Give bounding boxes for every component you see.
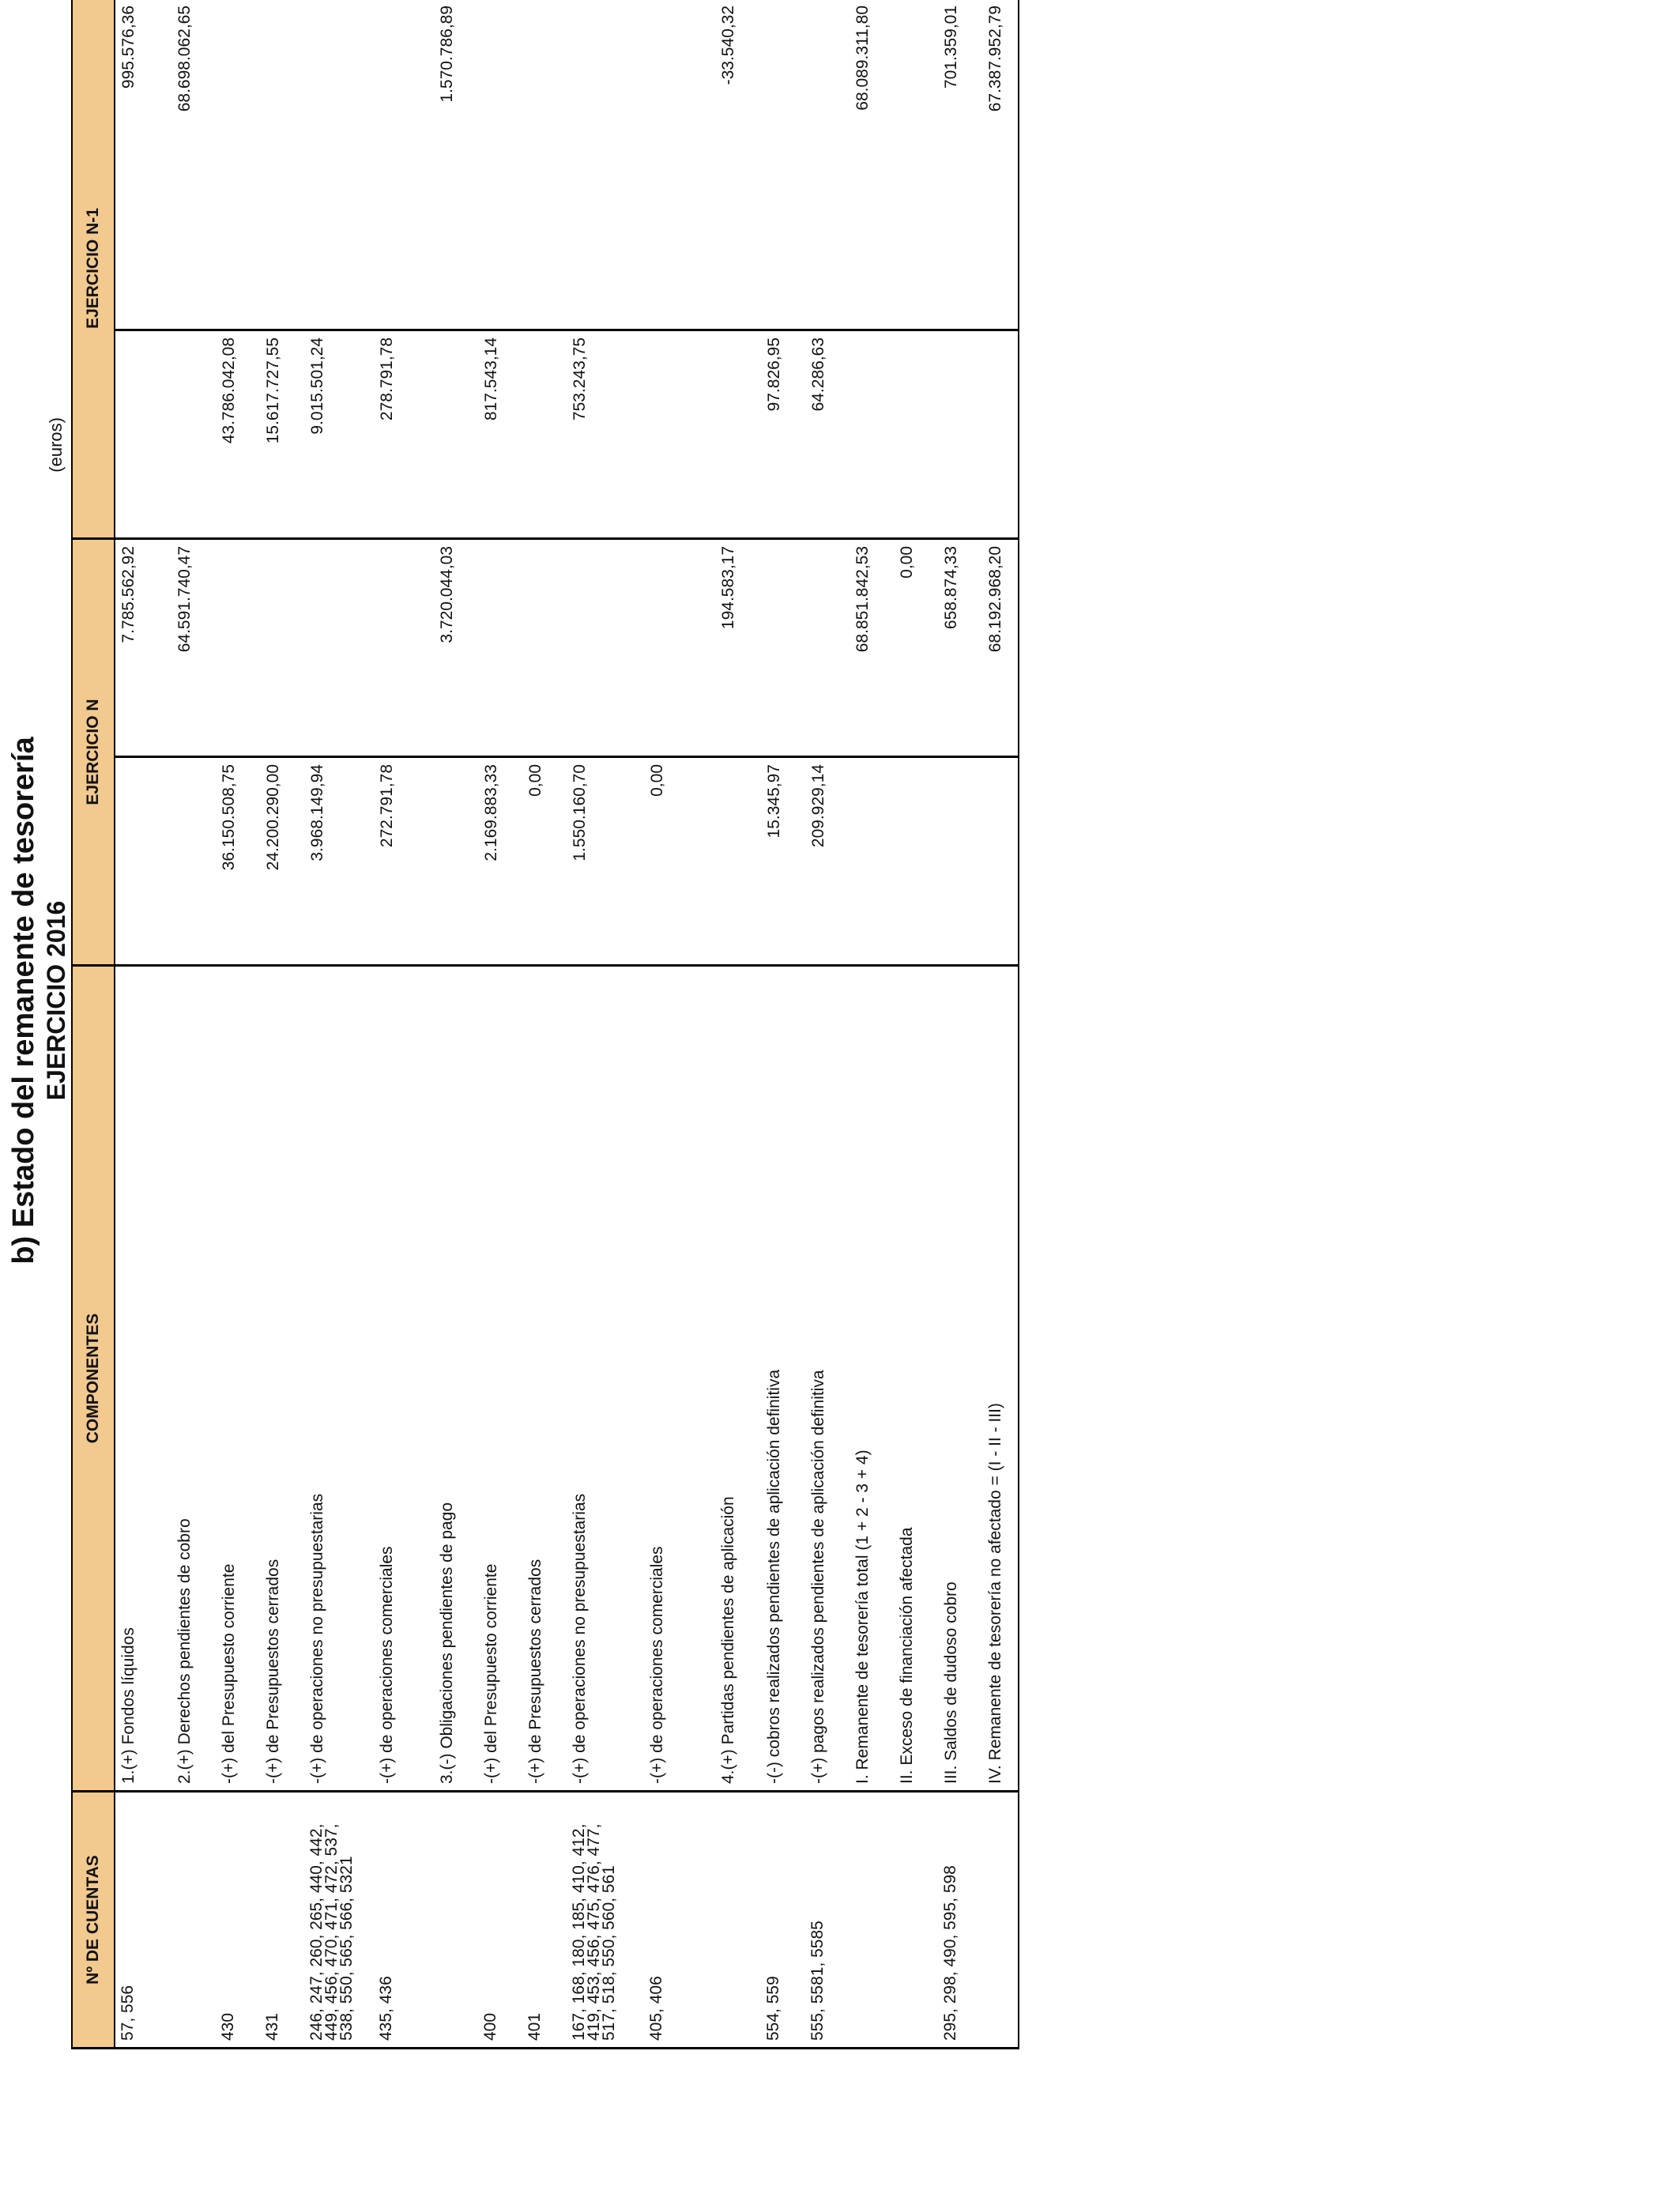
cell-ejercicio-n-subtotal: 15.345,97 bbox=[761, 757, 805, 966]
page-subtitle: EJERCICIO 2016 bbox=[42, 900, 70, 1101]
cell-ejercicio-n1-total: 67.387.952,79 bbox=[982, 0, 1019, 330]
cell-cuentas: 435, 436 bbox=[374, 1792, 434, 2049]
cell-componente: -(+) de operaciones comerciales bbox=[644, 966, 715, 1792]
cell-ejercicio-n1-total bbox=[894, 0, 938, 330]
table-body bbox=[115, 0, 1019, 2049]
cell-componente: 1.(+) Fondos líquidos bbox=[115, 966, 171, 1792]
cell-ejercicio-n1-subtotal bbox=[522, 330, 567, 538]
cell-ejercicio-n1-subtotal bbox=[171, 330, 216, 538]
cell-componente: -(+) de Presupuestos cerrados bbox=[260, 966, 304, 1792]
cell-ejercicio-n-total: 658.874,33 bbox=[938, 538, 982, 756]
cell-ejercicio-n1-total: -33.540,32 bbox=[715, 0, 761, 330]
col-header-cuentas: Nº DE CUENTAS bbox=[72, 1792, 115, 2049]
table-header-row bbox=[72, 0, 115, 2049]
cell-ejercicio-n1-total: 995.576,36 bbox=[115, 0, 171, 330]
cell-componente: I. Remanente de tesorería total (1 + 2 - 3 + 4) bbox=[849, 966, 894, 1792]
table-row bbox=[216, 0, 260, 2049]
cell-componente: 2.(+) Derechos pendientes de cobro bbox=[171, 966, 216, 1792]
col-header-ejercicio-n1: EJERCICIO N-1 bbox=[72, 0, 115, 538]
table-row bbox=[715, 0, 761, 2049]
cell-ejercicio-n1-total bbox=[260, 0, 304, 330]
cell-componente: -(+) de Presupuestos cerrados bbox=[522, 966, 567, 1792]
cell-cuentas bbox=[715, 1792, 761, 2049]
cell-ejercicio-n1-total: 701.359,01 bbox=[938, 0, 982, 330]
cell-cuentas: 554, 559 bbox=[761, 1792, 805, 2049]
cell-ejercicio-n1-subtotal: 64.286,63 bbox=[805, 330, 849, 538]
cell-componente: -(+) pagos realizados pendientes de aplicación definitiva bbox=[805, 966, 849, 1792]
cell-componente: -(-) cobros realizados pendientes de aplicación definitiva bbox=[761, 966, 805, 1792]
table-row bbox=[938, 0, 982, 2049]
cell-ejercicio-n-total: 194.583,17 bbox=[715, 538, 761, 756]
cell-ejercicio-n-total bbox=[522, 538, 567, 756]
cell-cuentas: 431 bbox=[260, 1792, 304, 2049]
remanente-table bbox=[71, 0, 1019, 2049]
cell-ejercicio-n-total: 68.851.842,53 bbox=[849, 538, 894, 756]
cell-ejercicio-n1-total bbox=[805, 0, 849, 330]
cell-ejercicio-n1-total bbox=[304, 0, 374, 330]
cell-ejercicio-n1-subtotal bbox=[982, 330, 1019, 538]
cell-ejercicio-n1-total bbox=[374, 0, 434, 330]
cell-cuentas: 555, 5581, 5585 bbox=[805, 1792, 849, 2049]
cell-ejercicio-n1-subtotal: 43.786.042,08 bbox=[216, 330, 260, 538]
cell-componente: -(+) de operaciones comerciales bbox=[374, 966, 434, 1792]
cell-ejercicio-n-subtotal bbox=[171, 757, 216, 966]
table-row bbox=[567, 0, 644, 2049]
cell-cuentas: 295, 298, 490, 595, 598 bbox=[938, 1792, 982, 2049]
cell-ejercicio-n-total bbox=[761, 538, 805, 756]
cell-ejercicio-n-subtotal: 0,00 bbox=[644, 757, 715, 966]
units-label: (euros) bbox=[46, 417, 66, 473]
cell-ejercicio-n1-total bbox=[216, 0, 260, 330]
cell-ejercicio-n-total bbox=[304, 538, 374, 756]
table-row bbox=[761, 0, 805, 2049]
cell-ejercicio-n1-subtotal: 9.015.501,24 bbox=[304, 330, 374, 538]
cell-ejercicio-n-subtotal bbox=[849, 757, 894, 966]
cell-ejercicio-n1-total bbox=[761, 0, 805, 330]
col-header-ejercicio-n: EJERCICIO N bbox=[72, 538, 115, 965]
cell-ejercicio-n1-subtotal bbox=[715, 330, 761, 538]
cell-ejercicio-n1-total: 68.698.062,65 bbox=[171, 0, 216, 330]
table-row bbox=[849, 0, 894, 2049]
table-row bbox=[522, 0, 567, 2049]
cell-ejercicio-n-subtotal: 24.200.290,00 bbox=[260, 757, 304, 966]
cell-ejercicio-n-subtotal: 209.929,14 bbox=[805, 757, 849, 966]
cell-ejercicio-n-total bbox=[805, 538, 849, 756]
cell-ejercicio-n1-total bbox=[644, 0, 715, 330]
cell-ejercicio-n-subtotal bbox=[982, 757, 1019, 966]
cell-ejercicio-n1-total bbox=[478, 0, 522, 330]
cell-ejercicio-n1-total: 1.570.786,89 bbox=[434, 0, 478, 330]
col-header-componentes: COMPONENTES bbox=[72, 966, 115, 1792]
cell-cuentas bbox=[894, 1792, 938, 2049]
cell-ejercicio-n1-total: 68.089.311,80 bbox=[849, 0, 894, 330]
cell-ejercicio-n-total bbox=[216, 538, 260, 756]
cell-ejercicio-n-total: 3.720.044,03 bbox=[434, 538, 478, 756]
cell-ejercicio-n-subtotal bbox=[894, 757, 938, 966]
cell-ejercicio-n-total bbox=[644, 538, 715, 756]
cell-ejercicio-n1-subtotal bbox=[115, 330, 171, 538]
cell-ejercicio-n-total: 0,00 bbox=[894, 538, 938, 756]
table-row bbox=[260, 0, 304, 2049]
cell-componente: III. Saldos de dudoso cobro bbox=[938, 966, 982, 1792]
cell-ejercicio-n-total: 7.785.562,92 bbox=[115, 538, 171, 756]
cell-componente: 3.(-) Obligaciones pendientes de pago bbox=[434, 966, 478, 1792]
cell-ejercicio-n-subtotal bbox=[938, 757, 982, 966]
table-row bbox=[478, 0, 522, 2049]
cell-ejercicio-n1-subtotal bbox=[644, 330, 715, 538]
cell-ejercicio-n1-subtotal: 15.617.727,55 bbox=[260, 330, 304, 538]
cell-ejercicio-n1-subtotal: 97.826,95 bbox=[761, 330, 805, 538]
table-row bbox=[115, 0, 171, 2049]
cell-ejercicio-n1-total bbox=[522, 0, 567, 330]
cell-ejercicio-n-total: 68.192.968,20 bbox=[982, 538, 1019, 756]
cell-cuentas bbox=[849, 1792, 894, 2049]
cell-ejercicio-n1-subtotal bbox=[849, 330, 894, 538]
table-row bbox=[171, 0, 216, 2049]
cell-cuentas: 405, 406 bbox=[644, 1792, 715, 2049]
cell-ejercicio-n-subtotal bbox=[434, 757, 478, 966]
table-row bbox=[374, 0, 434, 2049]
cell-ejercicio-n-total bbox=[260, 538, 304, 756]
cell-cuentas bbox=[434, 1792, 478, 2049]
cell-cuentas: 400 bbox=[478, 1792, 522, 2049]
table-row bbox=[644, 0, 715, 2049]
table-row bbox=[304, 0, 374, 2049]
cell-ejercicio-n-subtotal bbox=[715, 757, 761, 966]
cell-componente: -(+) del Presupuesto corriente bbox=[216, 966, 260, 1792]
cell-cuentas: 246, 247, 260, 265, 440, 442, 449, 456, 470, 471, 472, 537, 538, 550, 565, 566, 5321 bbox=[304, 1792, 374, 2049]
cell-ejercicio-n1-subtotal bbox=[434, 330, 478, 538]
cell-componente: -(+) del Presupuesto corriente bbox=[478, 966, 522, 1792]
cell-cuentas bbox=[171, 1792, 216, 2049]
cell-ejercicio-n-subtotal: 2.169.883,33 bbox=[478, 757, 522, 966]
cell-ejercicio-n-subtotal bbox=[115, 757, 171, 966]
cell-ejercicio-n1-subtotal bbox=[938, 330, 982, 538]
cell-ejercicio-n1-subtotal bbox=[894, 330, 938, 538]
cell-ejercicio-n-subtotal: 3.968.149,94 bbox=[304, 757, 374, 966]
cell-ejercicio-n1-subtotal: 817.543,14 bbox=[478, 330, 522, 538]
cell-cuentas: 57, 556 bbox=[115, 1792, 171, 2049]
page-title: b) Estado del remanente de tesorería bbox=[7, 737, 40, 1265]
cell-cuentas: 167, 168, 180, 185, 410, 412, 419, 453, 456, 475, 476, 477, 517, 518, 550, 560, 561 bbox=[567, 1792, 644, 2049]
cell-componente: -(+) de operaciones no presupuestarias bbox=[567, 966, 644, 1792]
cell-cuentas: 401 bbox=[522, 1792, 567, 2049]
cell-cuentas: 430 bbox=[216, 1792, 260, 2049]
cell-ejercicio-n1-subtotal: 753.243,75 bbox=[567, 330, 644, 538]
cell-ejercicio-n-total bbox=[374, 538, 434, 756]
cell-componente: II. Exceso de financiación afectada bbox=[894, 966, 938, 1792]
cell-componente: IV. Remanente de tesorería no afectado = (I - II - III) bbox=[982, 966, 1019, 1792]
cell-ejercicio-n-total bbox=[567, 538, 644, 756]
cell-ejercicio-n-total bbox=[478, 538, 522, 756]
cell-ejercicio-n-subtotal: 1.550.160,70 bbox=[567, 757, 644, 966]
cell-ejercicio-n-total: 64.591.740,47 bbox=[171, 538, 216, 756]
table-row bbox=[982, 0, 1019, 2049]
cell-ejercicio-n-subtotal: 0,00 bbox=[522, 757, 567, 966]
cell-ejercicio-n1-total bbox=[567, 0, 644, 330]
cell-componente: 4.(+) Partidas pendientes de aplicación bbox=[715, 966, 761, 1792]
table-row bbox=[894, 0, 938, 2049]
table-row bbox=[434, 0, 478, 2049]
cell-ejercicio-n-subtotal: 36.150.508,75 bbox=[216, 757, 260, 966]
cell-ejercicio-n-subtotal: 272.791,78 bbox=[374, 757, 434, 966]
table-row bbox=[805, 0, 849, 2049]
cell-cuentas bbox=[982, 1792, 1019, 2049]
cell-componente: -(+) de operaciones no presupuestarias bbox=[304, 966, 374, 1792]
cell-ejercicio-n1-subtotal: 278.791,78 bbox=[374, 330, 434, 538]
